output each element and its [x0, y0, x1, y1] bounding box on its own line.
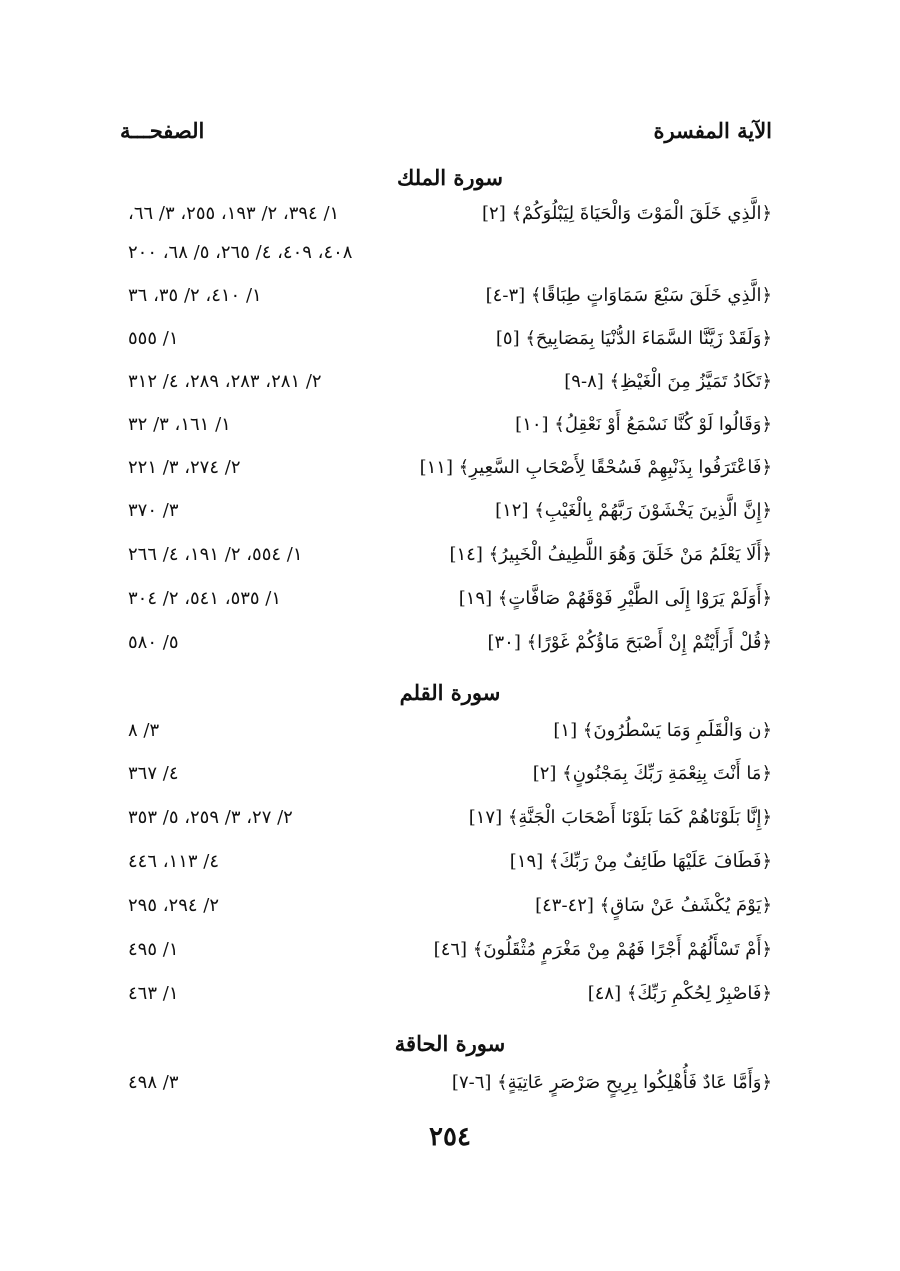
- page-references: ٥/ ٥٨٠: [128, 632, 179, 653]
- verse-text: ﴿أَوَلَمْ يَرَوْا إِلَى الطَّيْرِ فَوْقَهُمْ صَافَّاتٍ﴾ [١٩]: [458, 588, 772, 609]
- page-references: ١/ ٥٥٥: [128, 328, 179, 349]
- index-row: [120, 457, 772, 497]
- page-references: ١/ ٤٦٣: [128, 983, 179, 1004]
- verse-text: ﴿ن وَالْقَلَمِ وَمَا يَسْطُرُونَ﴾ [١]: [553, 720, 772, 741]
- surah-title: سورة القلم: [399, 680, 501, 705]
- index-row: [120, 500, 772, 540]
- page-number: ٢٥٤: [429, 1122, 471, 1152]
- index-row: [120, 371, 772, 411]
- column-headers: [120, 118, 772, 158]
- verse-column-header: الآية المفسرة: [653, 118, 772, 143]
- page-column-header: الصفحـــة: [120, 118, 205, 143]
- page-references: ٤٠٨، ٤٠٩، ٤/ ٢٦٥، ٥/ ٦٨، ٢٠٠: [128, 242, 353, 263]
- page-references: ٢/ ٢٩٤، ٢٩٥: [128, 895, 220, 916]
- verse-text: ﴿وَلَقَدْ زَيَّنَّا السَّمَاءَ الدُّنْيَا بِمَصَابِيحَ﴾ [٥]: [495, 328, 772, 349]
- verse-text: ﴿فَاعْتَرَفُوا بِذَنْبِهِمْ فَسُحْقًا لِأَصْحَابِ السَّعِيرِ﴾ [١١]: [419, 457, 772, 478]
- page-references: ١/ ٣٩٤، ٢/ ١٩٣، ٢٥٥، ٣/ ٦٦،: [128, 203, 340, 224]
- page-references: ١/ ٥٣٥، ٥٤١، ٢/ ٣٠٤: [128, 588, 282, 609]
- verse-text: ﴿إِنَّا بَلَوْنَاهُمْ كَمَا بَلَوْنَا أَصْحَابَ الْجَنَّةِ﴾ [١٧]: [468, 807, 772, 828]
- verse-text: ﴿أَمْ تَسْأَلُهُمْ أَجْرًا فَهُمْ مِنْ مَغْرَمٍ مُثْقَلُونَ﴾ [٤٦]: [433, 939, 772, 960]
- verse-text: ﴿قُلْ أَرَأَيْتُمْ إِنْ أَصْبَحَ مَاؤُكُمْ غَوْرًا﴾ [٣٠]: [487, 632, 772, 653]
- page-references: ٣/ ٤٩٨: [128, 1072, 179, 1093]
- verse-text: ﴿الَّذِي خَلَقَ سَبْعَ سَمَاوَاتٍ طِبَاقًا﴾ [٣-٤]: [485, 285, 772, 306]
- index-row: [120, 720, 772, 760]
- verse-text: ﴿وَقَالُوا لَوْ كُنَّا نَسْمَعُ أَوْ نَعْقِلُ﴾ [١٠]: [515, 414, 772, 435]
- page-references: ٢/ ٢٧٤، ٣/ ٢٢١: [128, 457, 241, 478]
- verse-text: ﴿أَلَا يَعْلَمُ مَنْ خَلَقَ وَهُوَ اللَّطِيفُ الْخَبِيرُ﴾ [١٤]: [449, 544, 772, 565]
- index-row: [120, 203, 772, 243]
- index-row: [120, 983, 772, 1023]
- index-row: [120, 939, 772, 979]
- index-row: [120, 632, 772, 672]
- page-references: ١/ ٥٥٤، ٢/ ١٩١، ٤/ ٢٦٦: [128, 544, 303, 565]
- index-row: [120, 242, 772, 282]
- surah-title: سورة الملك: [397, 165, 503, 190]
- verse-text: ﴿الَّذِي خَلَقَ الْمَوْتَ وَالْحَيَاةَ لِيَبْلُوَكُمْ﴾ [٢]: [482, 203, 772, 224]
- page-references: ٤/ ٣٦٧: [128, 763, 179, 784]
- verse-text: ﴿يَوْمَ يُكْشَفُ عَنْ سَاقٍ﴾ [٤٢-٤٣]: [535, 895, 772, 916]
- page-references: ٤/ ١١٣، ٤٤٦: [128, 851, 220, 872]
- index-row: [120, 851, 772, 891]
- page-references: ٣/ ٨: [128, 720, 160, 741]
- verse-text: ﴿وَأَمَّا عَادٌ فَأُهْلِكُوا بِرِيحٍ صَرْصَرٍ عَاتِيَةٍ﴾ [٦-٧]: [451, 1072, 772, 1093]
- verse-text: ﴿فَطَافَ عَلَيْهَا طَائِفٌ مِنْ رَبِّكَ﴾ [١٩]: [509, 851, 772, 872]
- page-references: ٣/ ٣٧٠: [128, 500, 179, 521]
- verse-text: ﴿فَاصْبِرْ لِحُكْمِ رَبِّكَ﴾ [٤٨]: [587, 983, 772, 1004]
- index-row: [120, 414, 772, 454]
- index-row: [120, 763, 772, 803]
- index-row: [120, 544, 772, 584]
- page-references: ١/ ٤١٠، ٢/ ٣٥، ٣٦: [128, 285, 262, 306]
- verse-text: ﴿إِنَّ الَّذِينَ يَخْشَوْنَ رَبَّهُمْ بِالْغَيْبِ﴾ [١٢]: [495, 500, 772, 521]
- index-row: [120, 1072, 772, 1112]
- page-references: ٢/ ٢٧، ٣/ ٢٥٩، ٥/ ٣٥٣: [128, 807, 293, 828]
- page-references: ٢/ ٢٨١، ٢٨٣، ٢٨٩، ٤/ ٣١٢: [128, 371, 322, 392]
- verse-text: ﴿تَكَادُ تَمَيَّزُ مِنَ الْغَيْظِ﴾ [٨-٩]: [564, 371, 772, 392]
- page-references: ١/ ٤٩٥: [128, 939, 179, 960]
- index-row: [120, 588, 772, 628]
- index-row: [120, 328, 772, 368]
- index-row: [120, 285, 772, 325]
- page-references: ١/ ١٦١، ٣/ ٣٢: [128, 414, 231, 435]
- surah-title: سورة الحاقة: [394, 1031, 506, 1056]
- index-row: [120, 895, 772, 935]
- index-row: [120, 807, 772, 847]
- verse-text: ﴿مَا أَنْتَ بِنِعْمَةِ رَبِّكَ بِمَجْنُونٍ﴾ [٢]: [532, 763, 772, 784]
